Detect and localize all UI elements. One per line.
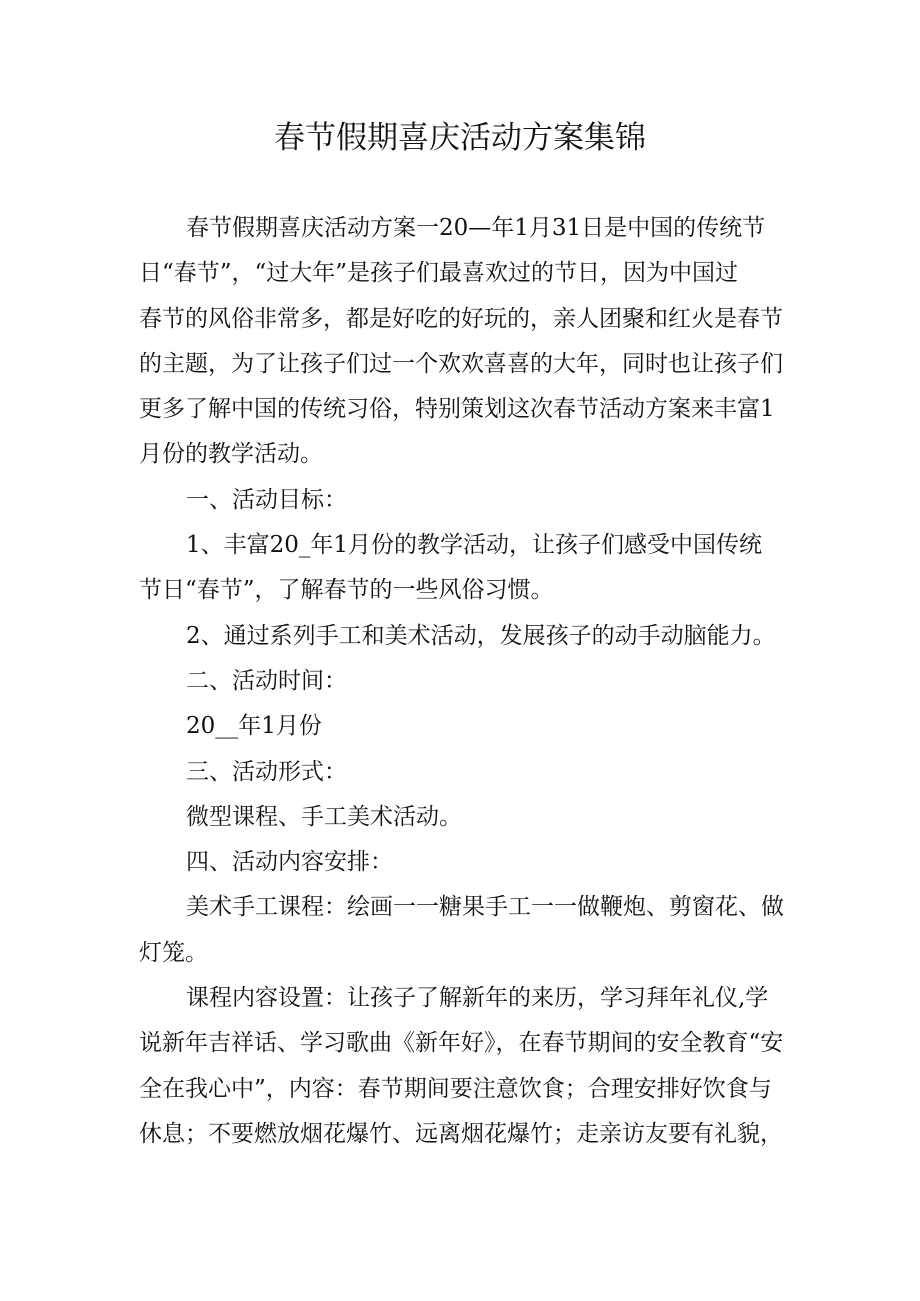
text-line: 说新年吉祥话、学习歌曲《新年好》，在春节期间的安全教育“安 [139,1030,784,1057]
text-line: 课程内容设置：让孩子了解新年的来历，学习拜年礼仪,学 [186,985,769,1012]
text-line: 灯笼。 [139,939,208,966]
text-line: 更多了解中国的传统习俗，特别策划这次春节活动方案来丰富1 [139,396,775,423]
text-line: 的主题，为了让孩子们过一个欢欢喜喜的大年，同时也让孩子们 [139,350,783,377]
text-line: 月份的教学活动。 [139,441,323,468]
section-heading: 二、活动时间： [186,667,347,694]
text-line: 日“春节”，“过大年”是孩子们最喜欢过的节日，因为中国过 [139,260,739,287]
text-line: 节日“春节”，了解春节的一些风俗习惯。 [139,577,554,604]
text-line: 休息；不要燃放烟花爆竹、远离烟花爆竹；走亲访友要有礼貌， [139,1120,783,1147]
text-line: 微型课程、手工美术活动。 [186,803,462,830]
text-line: 全在我心中”，内容：春节期间要注意饮食；合理安排好饮食与 [139,1075,772,1102]
text-line: 美术手工课程：绘画一一糖果手工一一做鞭炮、剪窗花、做 [186,894,784,921]
section-heading: 一、活动目标： [186,486,347,513]
document-body [139,206,791,1157]
text-line: 20__年1月份 [186,713,322,740]
section-heading: 四、活动内容安排： [186,849,393,876]
text-line: 1、丰富20_年1月份的教学活动，让孩子们感受中国传统 [186,532,763,559]
text-line: 春节的风俗非常多，都是好吃的好玩的，亲人团聚和红火是春节 [139,305,783,332]
section-heading: 三、活动形式： [186,758,347,785]
text-line: 2、通过系列手工和美术活动，发展孩子的动手动脑能力。 [186,622,776,649]
text-line: 春节假期喜庆活动方案一20—年1月31日是中国的传统节 [186,215,766,241]
document-title: 春节假期喜庆活动方案集锦 [274,120,646,156]
